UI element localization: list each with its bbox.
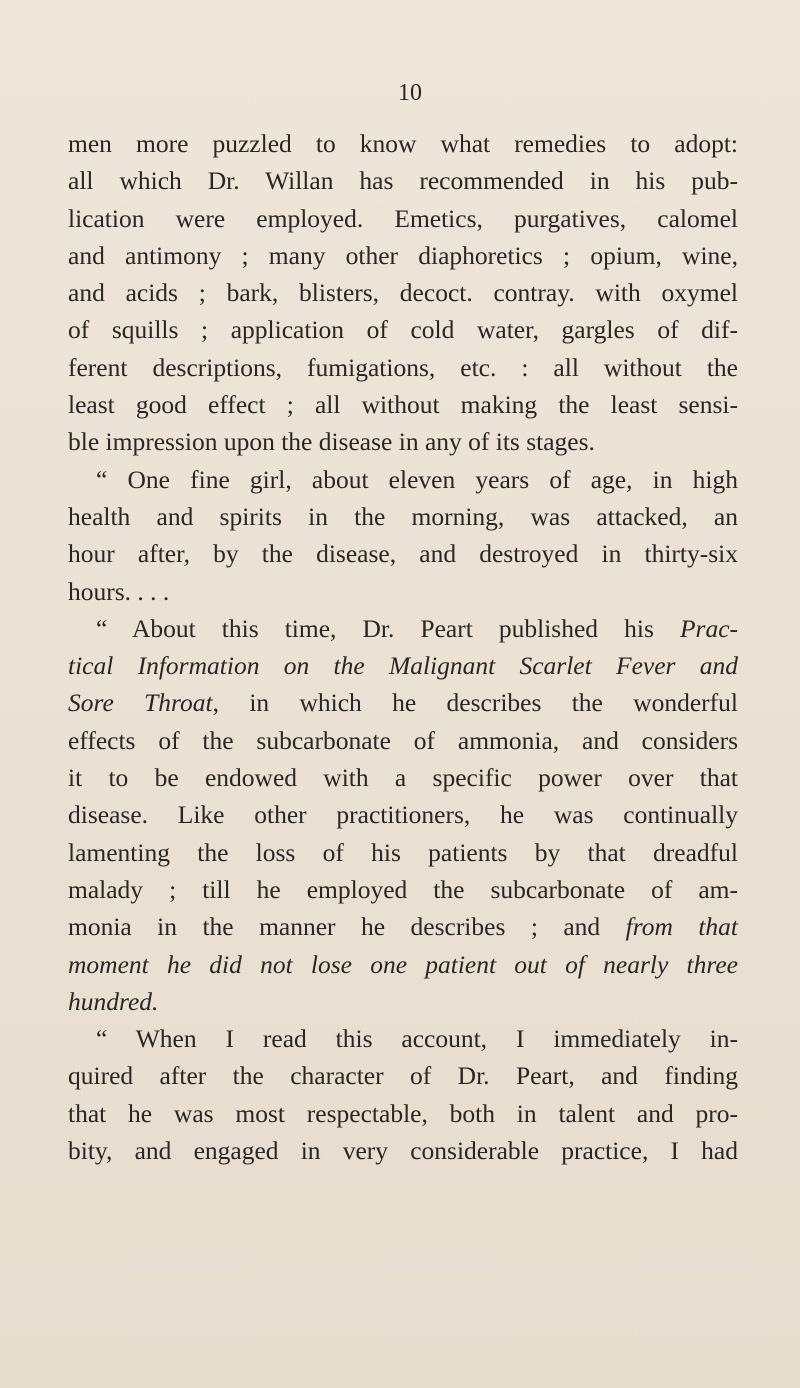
text-line: quired after the character of Dr. Peart, and finding bbox=[68, 1061, 738, 1091]
text-line: ferent descriptions, fumigations, etc. : all without the bbox=[68, 352, 738, 382]
text-line: men more puzzled to know what remedies to adopt: bbox=[68, 129, 738, 158]
book-title-italic: Prac- bbox=[679, 613, 738, 643]
text-line: least good effect ; all without making the least sensi- bbox=[68, 390, 738, 420]
text-line: “ About this time, Dr. Peart published his Prac- bbox=[96, 613, 738, 643]
text-line: Sore Throat, in which he describes the wonderful bbox=[68, 688, 738, 718]
text-line: monia in the manner he describes ; and from that bbox=[68, 912, 738, 942]
text-line: health and spirits in the morning, was attacked, an bbox=[68, 501, 738, 531]
emphasis-italic: from that bbox=[625, 912, 738, 942]
text-line: that he was most respectable, both in talent and pro- bbox=[68, 1098, 738, 1128]
text-line: all which Dr. Willan has recommended in his pub- bbox=[68, 166, 738, 196]
text-line: it to be endowed with a specific power over that bbox=[68, 763, 738, 793]
page-number: 10 bbox=[398, 80, 422, 106]
emphasis-italic: moment he did not lose one patient out of nearly three bbox=[68, 949, 738, 979]
text-line: and acids ; bark, blisters, decoct. contray. with oxymel bbox=[68, 278, 738, 308]
text-line: bity, and engaged in very considerable practice, I had bbox=[68, 1136, 738, 1166]
text-line bbox=[68, 647, 738, 684]
book-title-italic: Sore Throat bbox=[68, 688, 213, 718]
text-line: malady ; till he employed the subcarbonate of am- bbox=[68, 874, 738, 904]
book-title-italic: tical Information on the Malignant Scarlet Fever and bbox=[68, 651, 738, 681]
text-line: hour after, by the disease, and destroyed in thirty-six bbox=[68, 539, 738, 569]
text-line: ble impression upon the disease in any of its stages. bbox=[68, 427, 595, 457]
text-line: of squills ; application of cold water, gargles of dif- bbox=[68, 315, 738, 345]
text-line: effects of the subcarbonate of ammonia, and considers bbox=[68, 725, 738, 755]
body-text bbox=[68, 125, 738, 1169]
text-line bbox=[68, 983, 738, 1020]
text-line: lamenting the loss of his patients by that dreadful bbox=[68, 837, 738, 867]
emphasis-italic: hundred. bbox=[68, 986, 159, 1016]
text-line: disease. Like other practitioners, he was continually bbox=[68, 800, 738, 830]
text-line bbox=[68, 946, 738, 983]
text-line: lication were employed. Emetics, purgatives, calomel bbox=[68, 203, 738, 233]
text-line: and antimony ; many other diaphoretics ; opium, wine, bbox=[68, 240, 738, 270]
text-line: “ One fine girl, about eleven years of age, in high bbox=[96, 464, 738, 494]
text-line: hours. . . . bbox=[68, 576, 170, 606]
text-line: “ When I read this account, I immediately in- bbox=[96, 1024, 738, 1054]
